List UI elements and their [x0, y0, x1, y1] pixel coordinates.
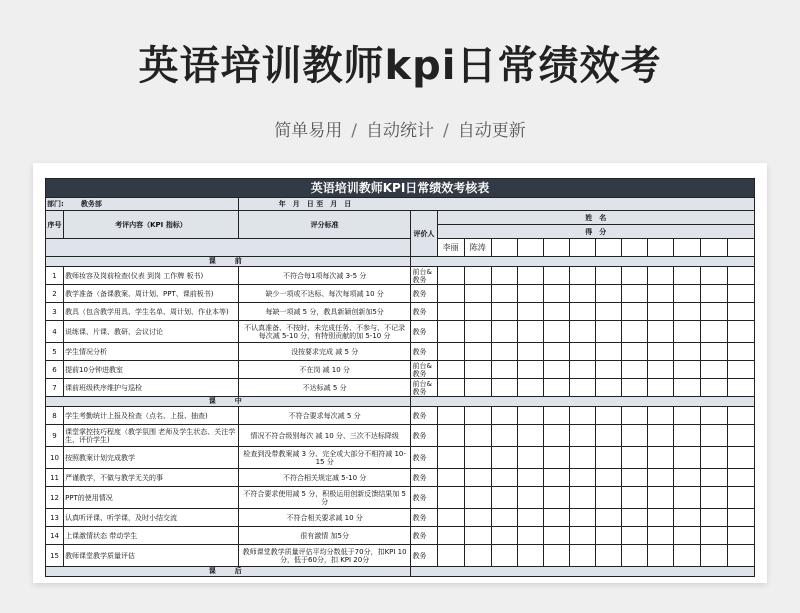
score-cell[interactable]	[570, 407, 596, 425]
score-cell[interactable]	[727, 267, 754, 285]
kpi-evaluator: 教务	[411, 545, 437, 567]
teacher-name-cell[interactable]	[543, 239, 569, 257]
score-cell[interactable]	[648, 361, 674, 379]
kpi-evaluator: 教务	[411, 447, 437, 469]
kpi-content: 课堂掌控技巧程度（教学氛围 老师及学生状态、关注学生、评价学生)	[64, 425, 239, 447]
kpi-row	[46, 545, 755, 567]
score-cell[interactable]	[596, 267, 622, 285]
score-cell[interactable]	[622, 469, 648, 487]
score-cell[interactable]	[464, 425, 491, 447]
kpi-standard: 教师课堂教学质量评估平均分数低于70分，扣KPI 10分，低于60分，扣 KPI 20分	[238, 545, 411, 567]
score-cell[interactable]	[700, 361, 727, 379]
score-cell[interactable]	[491, 545, 517, 567]
score-cell[interactable]	[437, 379, 464, 397]
page-subtitle	[0, 116, 800, 141]
score-cell[interactable]	[622, 321, 648, 343]
score-cell[interactable]	[517, 447, 543, 469]
score-cell[interactable]	[648, 447, 674, 469]
score-cell[interactable]	[700, 343, 727, 361]
score-cell[interactable]	[437, 267, 464, 285]
kpi-evaluator: 教务	[411, 509, 437, 527]
score-cell[interactable]	[517, 509, 543, 527]
kpi-row	[46, 379, 755, 397]
section-spacer	[411, 397, 755, 407]
section-spacer	[411, 257, 755, 267]
row-number: 3	[46, 303, 64, 321]
score-cell[interactable]	[622, 361, 648, 379]
score-cell[interactable]	[622, 447, 648, 469]
kpi-evaluator: 教务	[411, 343, 437, 361]
score-cell[interactable]	[570, 303, 596, 321]
score-cell[interactable]	[437, 285, 464, 303]
score-cell[interactable]	[517, 407, 543, 425]
kpi-row	[46, 267, 755, 285]
score-cell[interactable]	[464, 527, 491, 545]
score-cell[interactable]	[674, 527, 700, 545]
score-cell[interactable]	[437, 361, 464, 379]
kpi-content: 教学准备（备课教案、周计划、PPT、课前板书)	[64, 285, 239, 303]
score-cell[interactable]	[517, 321, 543, 343]
kpi-standard: 不符合要求每次减 5 分	[238, 407, 411, 425]
score-cell[interactable]	[543, 469, 569, 487]
kpi-row	[46, 321, 755, 343]
score-cell[interactable]	[464, 545, 491, 567]
row-number: 10	[46, 447, 64, 469]
score-cell[interactable]	[570, 361, 596, 379]
score-cell[interactable]	[464, 361, 491, 379]
score-cell[interactable]	[437, 447, 464, 469]
kpi-standard: 不符合相关要求减 10 分	[238, 509, 411, 527]
score-cell[interactable]	[648, 321, 674, 343]
subtitle-separator: /	[351, 121, 357, 141]
score-cell[interactable]	[674, 447, 700, 469]
kpi-content: 学生考勤统计上报及检查（点名、上报、抽查)	[64, 407, 239, 425]
score-cell[interactable]	[491, 343, 517, 361]
date-range: 年 月 日 至 月 日	[238, 198, 754, 211]
sheet-banner: 英语培训教师KPI日常绩效考核表	[46, 179, 755, 198]
score-cell[interactable]	[570, 447, 596, 469]
row-number: 15	[46, 545, 64, 567]
score-cell[interactable]	[596, 407, 622, 425]
score-cell[interactable]	[437, 343, 464, 361]
score-cell[interactable]	[674, 407, 700, 425]
score-cell[interactable]	[648, 267, 674, 285]
score-cell[interactable]	[570, 321, 596, 343]
score-cell[interactable]	[543, 407, 569, 425]
row-number: 2	[46, 285, 64, 303]
score-cell[interactable]	[517, 379, 543, 397]
score-cell[interactable]	[727, 321, 754, 343]
score-cell[interactable]	[464, 469, 491, 487]
kpi-content: 教具（包含教学用具、学生名单、周计划、作业本等)	[64, 303, 239, 321]
row-number: 4	[46, 321, 64, 343]
score-cell[interactable]	[727, 487, 754, 509]
score-cell[interactable]	[517, 343, 543, 361]
kpi-standard: 检查到没带教案减 3 分、完全或大部分不相符减 10-15 分	[238, 447, 411, 469]
score-cell[interactable]	[464, 321, 491, 343]
kpi-row	[46, 487, 755, 509]
score-cell[interactable]	[517, 425, 543, 447]
header-spacer	[46, 239, 411, 257]
score-cell[interactable]	[700, 509, 727, 527]
kpi-standard: 不达标减 5 分	[238, 379, 411, 397]
score-cell[interactable]	[517, 527, 543, 545]
subtitle-item-auto-update: 自动更新	[457, 121, 526, 141]
score-cell[interactable]	[727, 379, 754, 397]
score-cell[interactable]	[622, 425, 648, 447]
row-number: 9	[46, 425, 64, 447]
kpi-content: 上课激情状态 带动学生	[64, 527, 239, 545]
kpi-content: 说练课、片课、教研、会议讨论	[64, 321, 239, 343]
score-cell[interactable]	[727, 361, 754, 379]
score-cell[interactable]	[727, 545, 754, 567]
page-title: 英语培训教师kpi日常绩效考	[138, 43, 662, 89]
score-cell[interactable]	[464, 447, 491, 469]
col-standard-header: 评分标准	[238, 211, 411, 239]
score-cell[interactable]	[543, 447, 569, 469]
score-cell[interactable]	[437, 321, 464, 343]
teacher-name-cell[interactable]	[674, 239, 700, 257]
score-cell[interactable]	[648, 469, 674, 487]
score-cell[interactable]	[596, 379, 622, 397]
kpi-row	[46, 285, 755, 303]
score-cell[interactable]	[517, 487, 543, 509]
score-cell[interactable]	[674, 361, 700, 379]
col-seq-header: 序号	[46, 211, 64, 239]
kpi-row	[46, 343, 755, 361]
kpi-evaluator: 教务	[411, 487, 437, 509]
score-cell[interactable]	[491, 509, 517, 527]
teacher-name-cell[interactable]: 陈涛	[464, 239, 491, 257]
score-cell[interactable]	[570, 267, 596, 285]
row-number: 8	[46, 407, 64, 425]
score-cell[interactable]	[543, 379, 569, 397]
teacher-name-cell[interactable]	[700, 239, 727, 257]
score-cell[interactable]	[596, 487, 622, 509]
score-cell[interactable]	[570, 527, 596, 545]
row-number: 11	[46, 469, 64, 487]
score-cell[interactable]	[596, 343, 622, 361]
kpi-content: 严谨教学，不做与教学无关的事	[64, 469, 239, 487]
score-cell[interactable]	[727, 303, 754, 321]
section-spacer	[411, 567, 755, 577]
score-cell[interactable]	[700, 303, 727, 321]
kpi-evaluator: 教务	[411, 527, 437, 545]
section-row-before	[46, 257, 755, 267]
score-cell[interactable]	[700, 407, 727, 425]
score-cell[interactable]	[517, 361, 543, 379]
col-content-header: 考评内容（KPI 指标）	[64, 211, 239, 239]
score-cell[interactable]	[648, 425, 674, 447]
score-cell[interactable]	[727, 469, 754, 487]
score-cell[interactable]	[596, 285, 622, 303]
score-cell[interactable]	[491, 469, 517, 487]
score-cell[interactable]	[622, 527, 648, 545]
kpi-content: 按照教案计划完成教学	[64, 447, 239, 469]
section-label: 课 前	[46, 257, 411, 267]
score-cell[interactable]	[491, 425, 517, 447]
dept-label: 部门:	[47, 200, 64, 208]
row-number: 7	[46, 379, 64, 397]
score-cell[interactable]	[648, 407, 674, 425]
kpi-evaluator: 教务	[411, 321, 437, 343]
teacher-name-cell[interactable]	[491, 239, 517, 257]
score-cell[interactable]	[491, 361, 517, 379]
teacher-name-cell[interactable]	[727, 239, 754, 257]
kpi-content: 课前班级秩序维护与巡检	[64, 379, 239, 397]
score-cell[interactable]	[674, 469, 700, 487]
score-cell[interactable]	[543, 487, 569, 509]
kpi-standard: 不符合每1项每次减 3-5 分	[238, 267, 411, 285]
kpi-row	[46, 469, 755, 487]
score-cell[interactable]	[648, 545, 674, 567]
score-cell[interactable]	[674, 321, 700, 343]
row-number: 12	[46, 487, 64, 509]
kpi-content: PPT的使用情况	[64, 487, 239, 509]
score-cell[interactable]	[437, 407, 464, 425]
score-cell[interactable]	[570, 379, 596, 397]
kpi-row	[46, 527, 755, 545]
dept-cell	[46, 198, 239, 211]
score-cell[interactable]	[596, 509, 622, 527]
score-cell[interactable]	[517, 267, 543, 285]
kpi-content: 教师妆容及岗前检查(仪表 到岗 工作牌 板书)	[64, 267, 239, 285]
score-cell[interactable]	[596, 425, 622, 447]
kpi-evaluator: 前台&教务	[411, 361, 437, 379]
score-cell[interactable]	[674, 285, 700, 303]
subtitle-item-easy: 简单易用	[274, 121, 343, 141]
score-cell[interactable]	[727, 509, 754, 527]
score-cell[interactable]	[570, 509, 596, 527]
spreadsheet-preview-card	[33, 163, 767, 583]
teacher-name-cell[interactable]	[622, 239, 648, 257]
score-cell[interactable]	[727, 527, 754, 545]
score-cell[interactable]	[700, 469, 727, 487]
score-cell[interactable]	[622, 509, 648, 527]
score-cell[interactable]	[464, 303, 491, 321]
score-cell[interactable]	[674, 509, 700, 527]
score-cell[interactable]	[517, 285, 543, 303]
row-number: 1	[46, 267, 64, 285]
score-cell[interactable]	[570, 425, 596, 447]
score-cell[interactable]	[491, 379, 517, 397]
kpi-standard: 缺少一项或不达标、每次每项减 10 分	[238, 285, 411, 303]
score-cell[interactable]	[543, 545, 569, 567]
score-cell[interactable]	[648, 343, 674, 361]
score-cell[interactable]	[543, 343, 569, 361]
score-cell[interactable]	[437, 487, 464, 509]
score-cell[interactable]	[596, 469, 622, 487]
score-cell[interactable]	[727, 425, 754, 447]
section-row-during	[46, 397, 755, 407]
score-cell[interactable]	[596, 303, 622, 321]
score-cell[interactable]	[491, 487, 517, 509]
score-cell[interactable]	[700, 447, 727, 469]
score-cell[interactable]	[491, 303, 517, 321]
row-number: 13	[46, 509, 64, 527]
kpi-standard: 不符合相关规定减 5-10 分	[238, 469, 411, 487]
score-cell[interactable]	[437, 469, 464, 487]
kpi-row	[46, 303, 755, 321]
score-cell[interactable]	[543, 285, 569, 303]
score-cell[interactable]	[491, 321, 517, 343]
score-cell[interactable]	[727, 285, 754, 303]
score-cell[interactable]	[674, 267, 700, 285]
score-cell[interactable]	[491, 407, 517, 425]
score-cell[interactable]	[622, 407, 648, 425]
score-cell[interactable]	[464, 487, 491, 509]
score-cell[interactable]	[437, 545, 464, 567]
score-cell[interactable]	[674, 303, 700, 321]
teacher-name-cell[interactable]: 李丽	[437, 239, 464, 257]
score-cell[interactable]	[464, 407, 491, 425]
score-cell[interactable]	[648, 285, 674, 303]
score-cell[interactable]	[543, 425, 569, 447]
row-number: 6	[46, 361, 64, 379]
score-cell[interactable]	[464, 509, 491, 527]
kpi-standard: 情况不符合级别每次 减 10 分、三次不达标降级	[238, 425, 411, 447]
score-cell[interactable]	[700, 527, 727, 545]
score-cell[interactable]	[464, 285, 491, 303]
score-cell[interactable]	[622, 379, 648, 397]
score-cell[interactable]	[596, 321, 622, 343]
kpi-standard: 没按要求完成 减 5 分	[238, 343, 411, 361]
row-number: 14	[46, 527, 64, 545]
col-score-header: 得 分	[437, 225, 754, 239]
score-cell[interactable]	[596, 447, 622, 469]
score-cell[interactable]	[570, 469, 596, 487]
kpi-standard: 不认真准备、不按时、未完成任务、不参与、不记录 每次减 5-10 分，有特别贡献的加 5-10 分	[238, 321, 411, 343]
col-evaluator-header: 评价人	[411, 211, 437, 257]
kpi-standard: 不在岗 减 10 分	[238, 361, 411, 379]
dept-value: 教务部	[80, 200, 102, 208]
score-cell[interactable]	[622, 487, 648, 509]
kpi-standard: 不符合要求使用减 5 分，积极运用创新反馈结果加 5 分	[238, 487, 411, 509]
score-cell[interactable]	[648, 303, 674, 321]
col-name-header: 姓 名	[437, 211, 754, 225]
kpi-evaluator: 教务	[411, 303, 437, 321]
score-cell[interactable]	[596, 361, 622, 379]
kpi-sheet	[45, 178, 755, 583]
kpi-standard: 每缺一项减 5 分，教具新颖创新加5分	[238, 303, 411, 321]
score-cell[interactable]	[437, 509, 464, 527]
score-cell[interactable]	[543, 527, 569, 545]
kpi-row	[46, 447, 755, 469]
teacher-name-cell[interactable]	[648, 239, 674, 257]
score-cell[interactable]	[700, 545, 727, 567]
kpi-evaluator: 教务	[411, 425, 437, 447]
score-cell[interactable]	[727, 343, 754, 361]
score-cell[interactable]	[700, 267, 727, 285]
score-cell[interactable]	[648, 527, 674, 545]
kpi-row	[46, 425, 755, 447]
score-cell[interactable]	[543, 303, 569, 321]
score-cell[interactable]	[517, 303, 543, 321]
kpi-evaluator: 教务	[411, 285, 437, 303]
score-cell[interactable]	[570, 285, 596, 303]
kpi-evaluator: 前台&教务	[411, 267, 437, 285]
kpi-evaluator: 教务	[411, 407, 437, 425]
score-cell[interactable]	[596, 545, 622, 567]
score-cell[interactable]	[491, 447, 517, 469]
score-cell[interactable]	[700, 425, 727, 447]
kpi-row	[46, 407, 755, 425]
kpi-row	[46, 361, 755, 379]
kpi-table	[45, 178, 755, 577]
score-cell[interactable]	[622, 267, 648, 285]
score-cell[interactable]	[543, 361, 569, 379]
kpi-content: 学生情况分析	[64, 343, 239, 361]
score-cell[interactable]	[437, 425, 464, 447]
kpi-content: 教师课堂教学质量评估	[64, 545, 239, 567]
score-cell[interactable]	[517, 469, 543, 487]
score-cell[interactable]	[543, 267, 569, 285]
score-cell[interactable]	[622, 343, 648, 361]
score-cell[interactable]	[570, 545, 596, 567]
score-cell[interactable]	[517, 545, 543, 567]
score-cell[interactable]	[491, 285, 517, 303]
score-cell[interactable]	[622, 545, 648, 567]
row-number: 5	[46, 343, 64, 361]
score-cell[interactable]	[727, 447, 754, 469]
score-cell[interactable]	[727, 407, 754, 425]
score-cell[interactable]	[437, 303, 464, 321]
score-cell[interactable]	[648, 509, 674, 527]
score-cell[interactable]	[648, 487, 674, 509]
score-cell[interactable]	[596, 527, 622, 545]
subtitle-item-auto-stats: 自动统计	[366, 121, 434, 141]
score-cell[interactable]	[491, 527, 517, 545]
score-cell[interactable]	[700, 321, 727, 343]
score-cell[interactable]	[700, 379, 727, 397]
score-cell[interactable]	[674, 343, 700, 361]
score-cell[interactable]	[700, 487, 727, 509]
kpi-content: 认真听评课、听学课，及时小结交流	[64, 509, 239, 527]
score-cell[interactable]	[700, 285, 727, 303]
kpi-evaluator: 前台&教务	[411, 379, 437, 397]
score-cell[interactable]	[622, 303, 648, 321]
section-label: 课 后	[46, 567, 411, 577]
score-cell[interactable]	[570, 343, 596, 361]
teacher-name-cell[interactable]	[517, 239, 543, 257]
score-cell[interactable]	[674, 545, 700, 567]
kpi-standard: 很有激情 加5分	[238, 527, 411, 545]
score-cell[interactable]	[464, 343, 491, 361]
score-cell[interactable]	[491, 267, 517, 285]
score-cell[interactable]	[648, 379, 674, 397]
score-cell[interactable]	[674, 379, 700, 397]
subtitle-separator: /	[443, 121, 449, 141]
score-cell[interactable]	[543, 321, 569, 343]
teacher-name-cell[interactable]	[596, 239, 622, 257]
score-cell[interactable]	[674, 425, 700, 447]
score-cell[interactable]	[437, 527, 464, 545]
score-cell[interactable]	[543, 509, 569, 527]
kpi-content: 提前10分钟进教室	[64, 361, 239, 379]
score-cell[interactable]	[674, 487, 700, 509]
score-cell[interactable]	[464, 267, 491, 285]
score-cell[interactable]	[622, 285, 648, 303]
kpi-row	[46, 509, 755, 527]
section-row-after	[46, 567, 755, 577]
score-cell[interactable]	[464, 379, 491, 397]
score-cell[interactable]	[570, 487, 596, 509]
teacher-name-cell[interactable]	[570, 239, 596, 257]
section-label: 课 中	[46, 397, 411, 407]
kpi-evaluator: 教务	[411, 469, 437, 487]
